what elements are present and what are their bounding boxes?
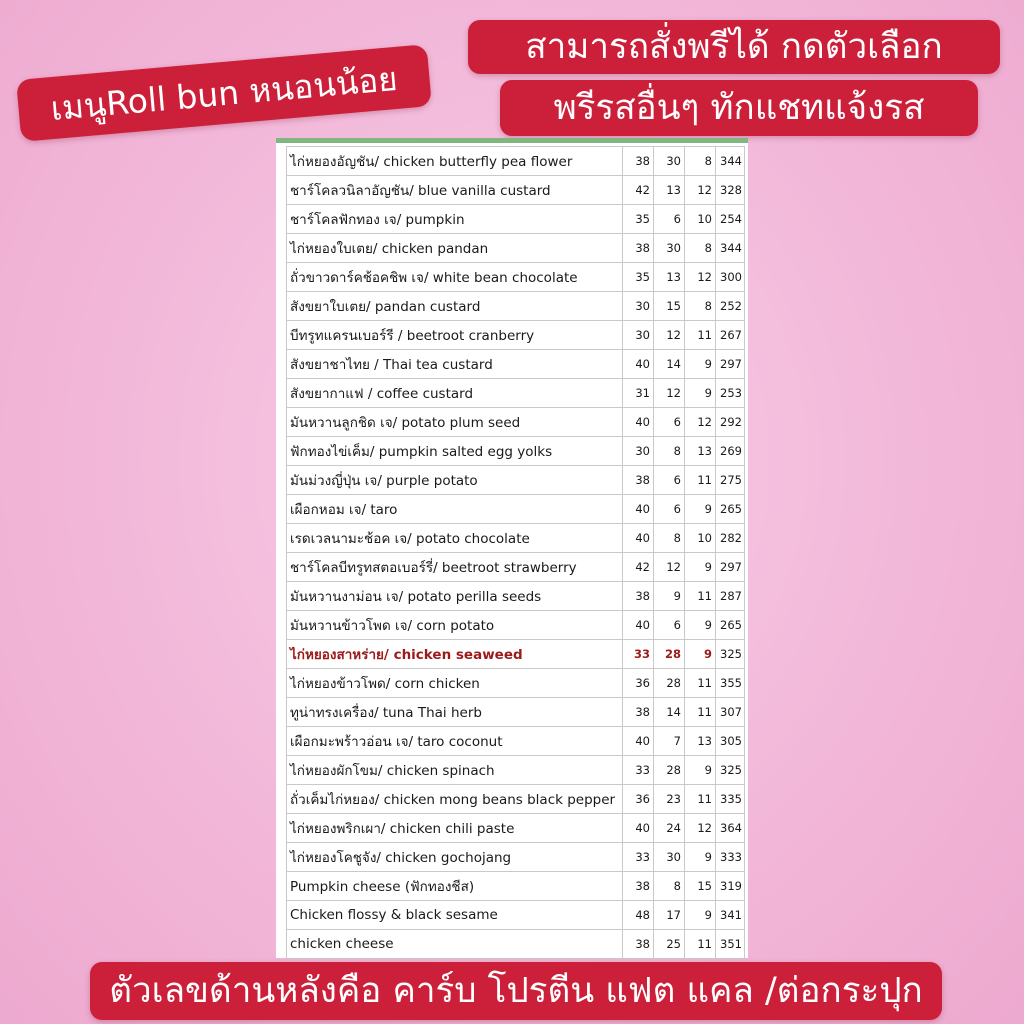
protein-value: 6 bbox=[654, 611, 685, 640]
carb-value: 38 bbox=[623, 147, 654, 176]
carb-value: 33 bbox=[623, 843, 654, 872]
fat-value: 8 bbox=[685, 292, 716, 321]
menu-row bbox=[287, 466, 745, 495]
menu-row bbox=[287, 263, 745, 292]
carb-value: 38 bbox=[623, 698, 654, 727]
fat-value: 12 bbox=[685, 263, 716, 292]
menu-item-name: ชาร์โคลบีทรูทสตอเบอร์รี่/ beetroot strawberry bbox=[287, 553, 623, 582]
calorie-value: 254 bbox=[716, 205, 745, 234]
fat-value: 15 bbox=[685, 872, 716, 901]
menu-item-name: ทูน่าทรงเครื่อง/ tuna Thai herb bbox=[287, 698, 623, 727]
fat-value: 10 bbox=[685, 524, 716, 553]
protein-value: 30 bbox=[654, 147, 685, 176]
fat-value: 9 bbox=[685, 611, 716, 640]
menu-item-name: ไก่หยองอัญชัน/ chicken butterfly pea flower bbox=[287, 147, 623, 176]
carb-value: 38 bbox=[623, 466, 654, 495]
menu-item-name: ถั่วขาวดาร์คช้อคชิพ เจ/ white bean chocolate bbox=[287, 263, 623, 292]
menu-row bbox=[287, 147, 745, 176]
menu-row bbox=[287, 669, 745, 698]
calorie-value: 300 bbox=[716, 263, 745, 292]
carb-value: 33 bbox=[623, 640, 654, 669]
protein-value: 6 bbox=[654, 205, 685, 234]
menu-row bbox=[287, 437, 745, 466]
protein-value: 25 bbox=[654, 930, 685, 959]
menu-row bbox=[287, 350, 745, 379]
menu-row bbox=[287, 176, 745, 205]
protein-value: 28 bbox=[654, 669, 685, 698]
protein-value: 8 bbox=[654, 872, 685, 901]
menu-row bbox=[287, 611, 745, 640]
menu-row bbox=[287, 379, 745, 408]
preorder-line1-text: สามารถสั่งพรีได้ กดตัวเลือก bbox=[525, 26, 943, 67]
menu-row bbox=[287, 843, 745, 872]
calorie-value: 325 bbox=[716, 640, 745, 669]
carb-value: 42 bbox=[623, 176, 654, 205]
menu-card bbox=[276, 138, 748, 958]
protein-value: 28 bbox=[654, 640, 685, 669]
protein-value: 28 bbox=[654, 756, 685, 785]
carb-value: 33 bbox=[623, 756, 654, 785]
menu-item-name: บีทรูทแครนเบอร์รี / beetroot cranberry bbox=[287, 321, 623, 350]
fat-value: 9 bbox=[685, 379, 716, 408]
menu-item-name: ไก่หยองผักโขม/ chicken spinach bbox=[287, 756, 623, 785]
menu-row bbox=[287, 727, 745, 756]
footer-note-text: ตัวเลขด้านหลังคือ คาร์บ โปรตีน แฟต แคล /ต่อกระปุก bbox=[109, 970, 923, 1011]
carb-value: 40 bbox=[623, 814, 654, 843]
calorie-value: 364 bbox=[716, 814, 745, 843]
menu-row bbox=[287, 524, 745, 553]
carb-value: 38 bbox=[623, 930, 654, 959]
protein-value: 14 bbox=[654, 350, 685, 379]
fat-value: 11 bbox=[685, 466, 716, 495]
carb-value: 30 bbox=[623, 321, 654, 350]
calorie-value: 333 bbox=[716, 843, 745, 872]
preorder-banner-line2 bbox=[500, 80, 978, 136]
protein-value: 12 bbox=[654, 553, 685, 582]
carb-value: 35 bbox=[623, 205, 654, 234]
calorie-value: 267 bbox=[716, 321, 745, 350]
menu-item-name: สังขยากาแฟ / coffee custard bbox=[287, 379, 623, 408]
carb-value: 40 bbox=[623, 408, 654, 437]
fat-value: 12 bbox=[685, 176, 716, 205]
preorder-banner-line1 bbox=[468, 20, 1000, 74]
menu-item-name: เรดเวลนามะช้อค เจ/ potato chocolate bbox=[287, 524, 623, 553]
menu-row bbox=[287, 785, 745, 814]
footer-note-banner bbox=[90, 962, 942, 1020]
menu-item-name: ไก่หยองพริกเผา/ chicken chili paste bbox=[287, 814, 623, 843]
fat-value: 9 bbox=[685, 640, 716, 669]
fat-value: 11 bbox=[685, 582, 716, 611]
calorie-value: 344 bbox=[716, 147, 745, 176]
calorie-value: 253 bbox=[716, 379, 745, 408]
fat-value: 9 bbox=[685, 350, 716, 379]
protein-value: 12 bbox=[654, 379, 685, 408]
calorie-value: 328 bbox=[716, 176, 745, 205]
menu-item-name: มันม่วงญี่ปุ่น เจ/ purple potato bbox=[287, 466, 623, 495]
menu-row bbox=[287, 698, 745, 727]
menu-item-name: chicken cheese bbox=[287, 930, 623, 959]
fat-value: 12 bbox=[685, 408, 716, 437]
calorie-value: 351 bbox=[716, 930, 745, 959]
menu-item-name: สังขยาชาไทย / Thai tea custard bbox=[287, 350, 623, 379]
menu-item-name: Pumpkin cheese (ฟักทองชีส) bbox=[287, 872, 623, 901]
fat-value: 9 bbox=[685, 843, 716, 872]
menu-item-name: ไก่หยองสาหร่าย/ chicken seaweed bbox=[287, 640, 623, 669]
calorie-value: 341 bbox=[716, 901, 745, 930]
protein-value: 6 bbox=[654, 495, 685, 524]
menu-row bbox=[287, 321, 745, 350]
fat-value: 13 bbox=[685, 437, 716, 466]
carb-value: 40 bbox=[623, 495, 654, 524]
protein-value: 17 bbox=[654, 901, 685, 930]
menu-item-name: ชาร์โคลวนิลาอัญชัน/ blue vanilla custard bbox=[287, 176, 623, 205]
menu-row bbox=[287, 205, 745, 234]
carb-value: 38 bbox=[623, 234, 654, 263]
protein-value: 15 bbox=[654, 292, 685, 321]
menu-row bbox=[287, 408, 745, 437]
protein-value: 13 bbox=[654, 176, 685, 205]
menu-item-name: ฟักทองไข่เค็ม/ pumpkin salted egg yolks bbox=[287, 437, 623, 466]
carb-value: 40 bbox=[623, 611, 654, 640]
protein-value: 14 bbox=[654, 698, 685, 727]
carb-value: 42 bbox=[623, 553, 654, 582]
fat-value: 11 bbox=[685, 698, 716, 727]
menu-row bbox=[287, 495, 745, 524]
carb-value: 48 bbox=[623, 901, 654, 930]
fat-value: 9 bbox=[685, 756, 716, 785]
calorie-value: 319 bbox=[716, 872, 745, 901]
menu-item-name: มันหวานข้าวโพด เจ/ corn potato bbox=[287, 611, 623, 640]
calorie-value: 282 bbox=[716, 524, 745, 553]
menu-row bbox=[287, 756, 745, 785]
menu-item-name: มันหวานงาม่อน เจ/ potato perilla seeds bbox=[287, 582, 623, 611]
carb-value: 38 bbox=[623, 582, 654, 611]
fat-value: 9 bbox=[685, 901, 716, 930]
menu-item-name: ไก่หยองใบเตย/ chicken pandan bbox=[287, 234, 623, 263]
protein-value: 30 bbox=[654, 843, 685, 872]
fat-value: 12 bbox=[685, 814, 716, 843]
fat-value: 11 bbox=[685, 321, 716, 350]
menu-row bbox=[287, 292, 745, 321]
menu-row bbox=[287, 234, 745, 263]
protein-value: 6 bbox=[654, 408, 685, 437]
menu-row bbox=[287, 930, 745, 959]
calorie-value: 297 bbox=[716, 553, 745, 582]
carb-value: 30 bbox=[623, 292, 654, 321]
menu-title-text: เมนูRoll bun หนอนน้อย bbox=[49, 58, 399, 128]
fat-value: 9 bbox=[685, 495, 716, 524]
fat-value: 10 bbox=[685, 205, 716, 234]
carb-value: 40 bbox=[623, 350, 654, 379]
fat-value: 8 bbox=[685, 147, 716, 176]
menu-item-name: ถั่วเค็มไก่หยอง/ chicken mong beans black pepper bbox=[287, 785, 623, 814]
protein-value: 9 bbox=[654, 582, 685, 611]
calorie-value: 265 bbox=[716, 495, 745, 524]
fat-value: 11 bbox=[685, 785, 716, 814]
carb-value: 40 bbox=[623, 727, 654, 756]
fat-value: 8 bbox=[685, 234, 716, 263]
protein-value: 30 bbox=[654, 234, 685, 263]
menu-row bbox=[287, 814, 745, 843]
menu-item-name: ชาร์โคลฟักทอง เจ/ pumpkin bbox=[287, 205, 623, 234]
carb-value: 40 bbox=[623, 524, 654, 553]
calorie-value: 252 bbox=[716, 292, 745, 321]
calorie-value: 292 bbox=[716, 408, 745, 437]
calorie-value: 297 bbox=[716, 350, 745, 379]
menu-item-name: เผือกมะพร้าวอ่อน เจ/ taro coconut bbox=[287, 727, 623, 756]
menu-table-body bbox=[287, 147, 745, 959]
menu-row bbox=[287, 640, 745, 669]
fat-value: 13 bbox=[685, 727, 716, 756]
calorie-value: 335 bbox=[716, 785, 745, 814]
calorie-value: 275 bbox=[716, 466, 745, 495]
carb-value: 38 bbox=[623, 872, 654, 901]
protein-value: 8 bbox=[654, 524, 685, 553]
menu-item-name: ไก่หยองข้าวโพด/ corn chicken bbox=[287, 669, 623, 698]
menu-row bbox=[287, 901, 745, 930]
protein-value: 6 bbox=[654, 466, 685, 495]
protein-value: 23 bbox=[654, 785, 685, 814]
preorder-line2-text: พรีรสอื่นๆ ทักแชทแจ้งรส bbox=[553, 87, 925, 128]
menu-row bbox=[287, 553, 745, 582]
menu-title-banner bbox=[16, 44, 432, 142]
protein-value: 7 bbox=[654, 727, 685, 756]
menu-item-name: สังขยาใบเตย/ pandan custard bbox=[287, 292, 623, 321]
protein-value: 12 bbox=[654, 321, 685, 350]
protein-value: 8 bbox=[654, 437, 685, 466]
carb-value: 30 bbox=[623, 437, 654, 466]
calorie-value: 307 bbox=[716, 698, 745, 727]
table-top-line bbox=[276, 138, 748, 143]
menu-row bbox=[287, 582, 745, 611]
menu-item-name: Chicken flossy & black sesame bbox=[287, 901, 623, 930]
menu-item-name: ไก่หยองโคชูจัง/ chicken gochojang bbox=[287, 843, 623, 872]
calorie-value: 265 bbox=[716, 611, 745, 640]
menu-row bbox=[287, 872, 745, 901]
calorie-value: 305 bbox=[716, 727, 745, 756]
fat-value: 11 bbox=[685, 669, 716, 698]
protein-value: 24 bbox=[654, 814, 685, 843]
calorie-value: 344 bbox=[716, 234, 745, 263]
menu-table bbox=[286, 146, 745, 959]
menu-item-name: มันหวานลูกชิด เจ/ potato plum seed bbox=[287, 408, 623, 437]
calorie-value: 269 bbox=[716, 437, 745, 466]
protein-value: 13 bbox=[654, 263, 685, 292]
calorie-value: 355 bbox=[716, 669, 745, 698]
carb-value: 36 bbox=[623, 669, 654, 698]
calorie-value: 287 bbox=[716, 582, 745, 611]
carb-value: 35 bbox=[623, 263, 654, 292]
fat-value: 9 bbox=[685, 553, 716, 582]
calorie-value: 325 bbox=[716, 756, 745, 785]
carb-value: 31 bbox=[623, 379, 654, 408]
menu-item-name: เผือกหอม เจ/ taro bbox=[287, 495, 623, 524]
fat-value: 11 bbox=[685, 930, 716, 959]
carb-value: 36 bbox=[623, 785, 654, 814]
